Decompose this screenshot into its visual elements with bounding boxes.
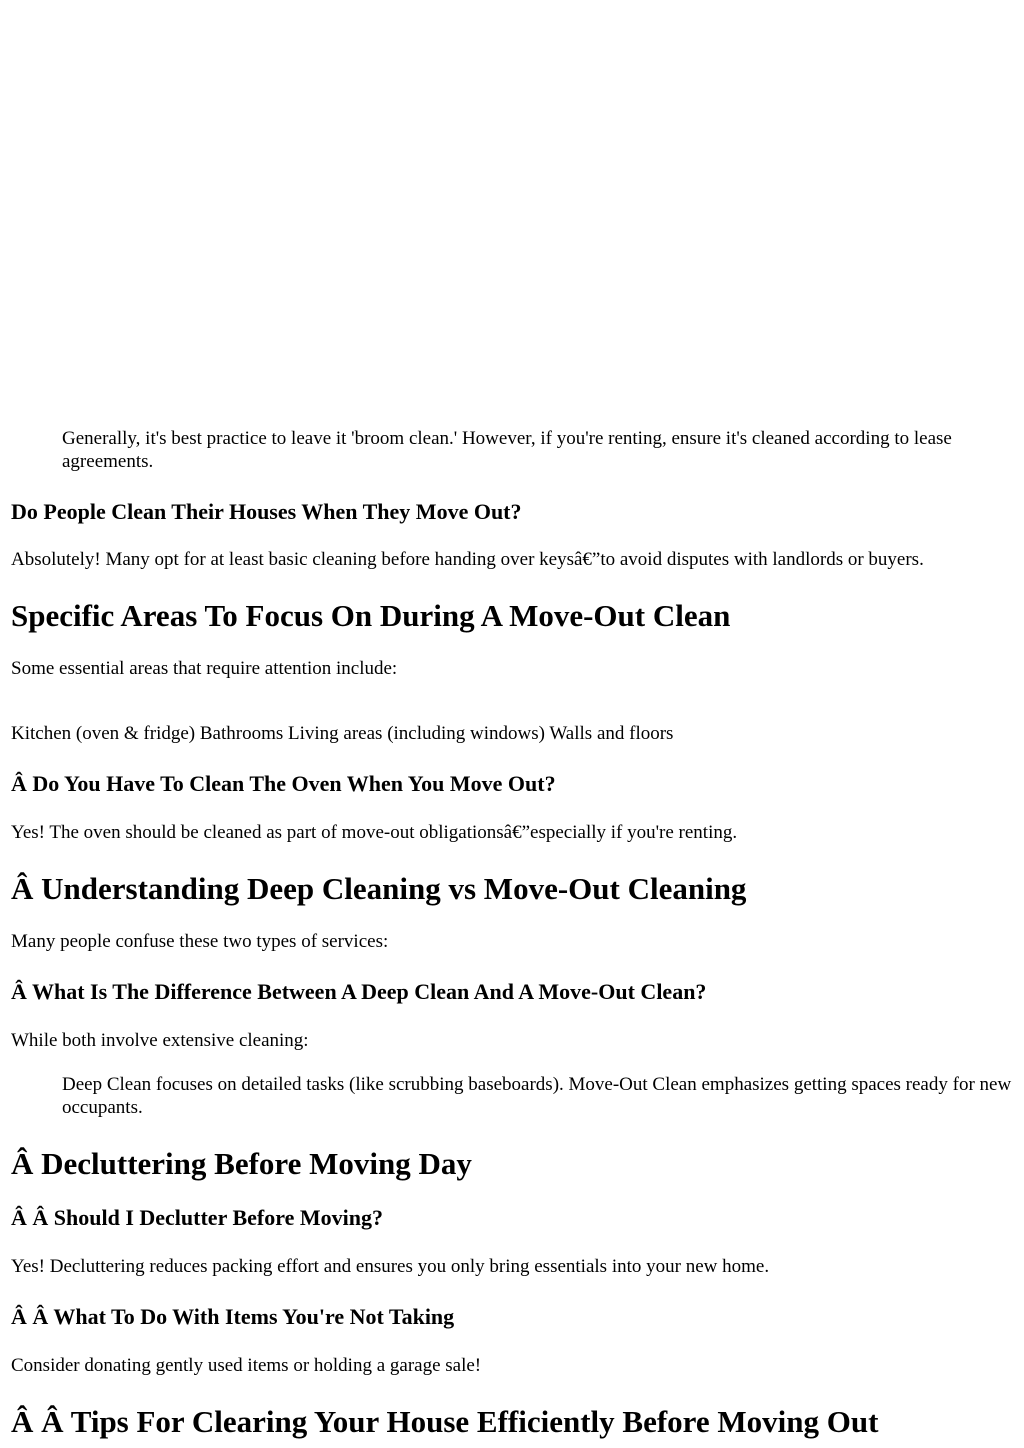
paragraph-confuse: Many people confuse these two types of services: — [11, 931, 389, 952]
heading-items: Â Â What To Do With Items You're Not Taking — [11, 1304, 455, 1329]
blank-image-area — [11, 0, 1013, 424]
heading-difference: Â What Is The Difference Between A Deep Clean And A Move-Out Clean? — [11, 979, 707, 1004]
paragraph-essential-areas: Some essential areas that require attention include: — [11, 658, 398, 679]
paragraph-donate: Consider donating gently used items or holding a garage sale! — [11, 1355, 482, 1376]
paragraph-both: While both involve extensive cleaning: — [11, 1030, 309, 1051]
article-page — [11, 0, 1013, 1440]
intro-blockquote: Generally, it's best practice to leave it 'broom clean.' However, if you're renting, ensure it's cleaned according to lease agreements. — [62, 428, 952, 472]
heading-people-clean: Do People Clean Their Houses When They Move Out? — [11, 499, 522, 524]
heading-tips: Â Â Tips For Clearing Your House Efficiently Before Moving Out — [11, 1404, 879, 1439]
heading-deep-vs-move: Â Understanding Deep Cleaning vs Move-Out Cleaning — [11, 871, 747, 906]
paragraph-declutter: Yes! Decluttering reduces packing effort and ensures you only bring essentials into your new home. — [11, 1256, 770, 1277]
paragraph-areas-list: Kitchen (oven & fridge) Bathrooms Living areas (including windows) Walls and floors — [11, 723, 674, 744]
paragraph-oven: Yes! The oven should be cleaned as part of move-out obligationsâ€”especially if you're renting. — [11, 822, 738, 843]
deep-vs-move-blockquote: Deep Clean focuses on detailed tasks (like scrubbing baseboards). Move-Out Clean emphasizes getting spaces ready for new occupants. — [62, 1074, 1012, 1118]
heading-specific-areas: Specific Areas To Focus On During A Move-Out Clean — [11, 598, 731, 633]
heading-should-declutter: Â Â Should I Declutter Before Moving? — [11, 1205, 383, 1230]
heading-decluttering: Â Decluttering Before Moving Day — [11, 1146, 472, 1181]
paragraph-absolutely: Absolutely! Many opt for at least basic cleaning before handing over keysâ€”to avoid disputes with landlords or buyers. — [11, 549, 924, 570]
heading-oven: Â Do You Have To Clean The Oven When You Move Out? — [11, 771, 556, 796]
